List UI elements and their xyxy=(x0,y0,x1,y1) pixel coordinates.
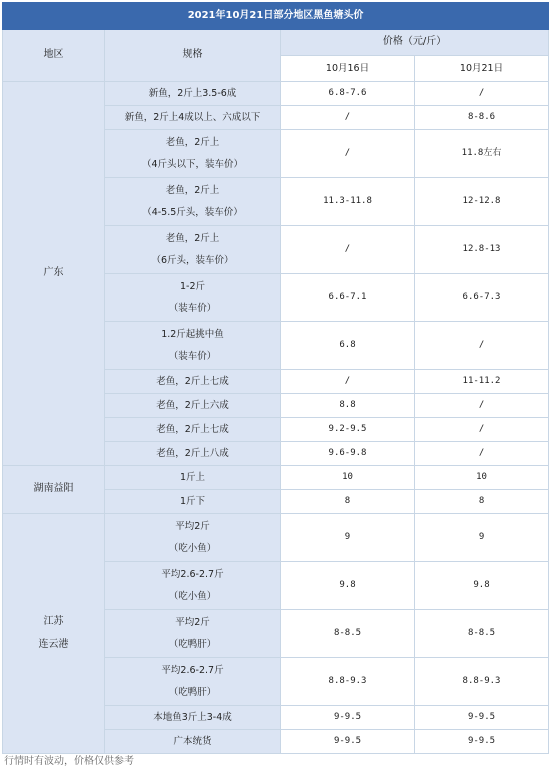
spec-label: 老鱼，2斤上 xyxy=(165,232,220,244)
spec-cell xyxy=(105,466,281,490)
price-oct21-cell: 8 xyxy=(415,490,549,514)
spec-cell xyxy=(105,562,281,610)
spec-label: （4斤头以下，装车价） xyxy=(141,158,244,170)
region-label: 江苏 xyxy=(43,616,64,627)
price-oct16-cell: 8.8 xyxy=(281,394,415,418)
spec-label: （吃小鱼） xyxy=(168,590,217,602)
price-oct21-cell: / xyxy=(415,82,549,106)
header-date-1: 10月16日 xyxy=(281,56,415,82)
spec-label: （吃鸭肝） xyxy=(168,686,217,698)
spec-cell xyxy=(105,322,281,370)
price-oct21-cell: 8-8.5 xyxy=(415,610,549,658)
price-oct21-cell: / xyxy=(415,322,549,370)
price-oct21-cell: / xyxy=(415,394,549,418)
price-oct16-cell: 9 xyxy=(281,514,415,562)
price-oct16-cell: 6.8 xyxy=(281,322,415,370)
spec-label: 平均2.6-2.7斤 xyxy=(161,568,224,580)
price-oct16-cell: / xyxy=(281,130,415,178)
spec-cell xyxy=(105,106,281,130)
spec-cell xyxy=(105,82,281,106)
spec-cell xyxy=(105,274,281,322)
spec-label: 老鱼，2斤上七成 xyxy=(156,375,229,387)
spec-label: 老鱼，2斤上 xyxy=(165,184,220,196)
price-oct16-cell: 10 xyxy=(281,466,415,490)
spec-label: 1.2斤起挑中鱼 xyxy=(161,328,224,340)
region-label: 连云港 xyxy=(38,638,69,650)
spec-label: 平均2.6-2.7斤 xyxy=(161,664,224,676)
price-oct21-cell: 8-8.6 xyxy=(415,106,549,130)
price-oct16-cell: 8 xyxy=(281,490,415,514)
spec-label: 老鱼，2斤上六成 xyxy=(156,399,229,411)
spec-label: 平均2斤 xyxy=(175,616,210,628)
price-oct21-cell: 11.8左右 xyxy=(415,130,549,178)
region-cell xyxy=(3,514,105,754)
price-oct16-cell: / xyxy=(281,370,415,394)
spec-label: （吃鸭肝） xyxy=(168,638,217,650)
spec-cell xyxy=(105,490,281,514)
header-price: 价格（元/斤） xyxy=(281,30,549,56)
spec-label: 老鱼，2斤上七成 xyxy=(156,423,229,435)
price-oct16-cell: 9.2-9.5 xyxy=(281,418,415,442)
price-oct21-cell: / xyxy=(415,442,549,466)
spec-cell xyxy=(105,514,281,562)
price-oct16-cell: 9.8 xyxy=(281,562,415,610)
spec-label: 1斤下 xyxy=(179,495,206,507)
region-label: 广东 xyxy=(43,267,64,279)
spec-cell xyxy=(105,394,281,418)
price-oct21-cell: 11-11.2 xyxy=(415,370,549,394)
price-oct21-cell: 9 xyxy=(415,514,549,562)
price-oct21-cell: 9-9.5 xyxy=(415,730,549,754)
spec-label: （装车价） xyxy=(168,350,217,362)
price-oct16-cell: 9-9.5 xyxy=(281,730,415,754)
price-oct16-cell: 9.6-9.8 xyxy=(281,442,415,466)
price-oct16-cell: 11.3-11.8 xyxy=(281,178,415,226)
price-oct16-cell: / xyxy=(281,106,415,130)
price-oct16-cell: 8.8-9.3 xyxy=(281,658,415,706)
spec-cell xyxy=(105,226,281,274)
table-title: 2021年10月21日部分地区黑鱼塘头价 xyxy=(3,3,549,30)
table-row xyxy=(3,466,549,490)
table-row xyxy=(3,82,549,106)
header-date-2: 10月21日 xyxy=(415,56,549,82)
spec-cell xyxy=(105,610,281,658)
spec-cell xyxy=(105,370,281,394)
price-oct16-cell: 6.8-7.6 xyxy=(281,82,415,106)
region-cell xyxy=(3,82,105,466)
price-table-container xyxy=(2,2,548,754)
footnote: 行情时有波动，价格仅供参考 xyxy=(4,756,134,767)
spec-label: （6斤头，装车价） xyxy=(151,254,234,266)
spec-cell xyxy=(105,418,281,442)
spec-label: 本地鱼3斤上3-4成 xyxy=(153,711,232,723)
spec-label: （4-5.5斤头，装车价） xyxy=(142,206,243,218)
region-cell xyxy=(3,466,105,514)
header-spec: 规格 xyxy=(105,30,281,82)
spec-label: 老鱼，2斤上八成 xyxy=(156,447,229,459)
price-oct21-cell: 9.8 xyxy=(415,562,549,610)
price-oct16-cell: 8-8.5 xyxy=(281,610,415,658)
spec-cell xyxy=(105,730,281,754)
price-oct21-cell: 12.8-13 xyxy=(415,226,549,274)
spec-label: 1-2斤 xyxy=(179,280,206,292)
price-oct21-cell: 12-12.8 xyxy=(415,178,549,226)
spec-cell xyxy=(105,706,281,730)
spec-label: 1斤上 xyxy=(179,471,206,483)
price-oct21-cell: / xyxy=(415,418,549,442)
spec-label: （吃小鱼） xyxy=(168,542,217,554)
spec-label: 广本统货 xyxy=(173,735,212,747)
spec-cell xyxy=(105,130,281,178)
spec-label: 新鱼，2斤上3.5-6成 xyxy=(148,87,237,99)
price-oct16-cell: 9-9.5 xyxy=(281,706,415,730)
table-row xyxy=(3,514,549,562)
price-oct21-cell: 9-9.5 xyxy=(415,706,549,730)
price-table xyxy=(2,2,549,754)
price-oct16-cell: / xyxy=(281,226,415,274)
spec-cell xyxy=(105,658,281,706)
spec-label: 老鱼，2斤上 xyxy=(165,136,220,148)
spec-label: 平均2斤 xyxy=(175,520,210,532)
region-label: 湖南益阳 xyxy=(33,483,74,495)
spec-label: 新鱼，2斤上4成以上、六成以下 xyxy=(124,111,261,123)
spec-cell xyxy=(105,178,281,226)
spec-cell xyxy=(105,442,281,466)
price-oct16-cell: 6.6-7.1 xyxy=(281,274,415,322)
price-oct21-cell: 6.6-7.3 xyxy=(415,274,549,322)
spec-label: （装车价） xyxy=(168,302,217,314)
price-oct21-cell: 10 xyxy=(415,466,549,490)
price-oct21-cell: 8.8-9.3 xyxy=(415,658,549,706)
header-region: 地区 xyxy=(3,30,105,82)
